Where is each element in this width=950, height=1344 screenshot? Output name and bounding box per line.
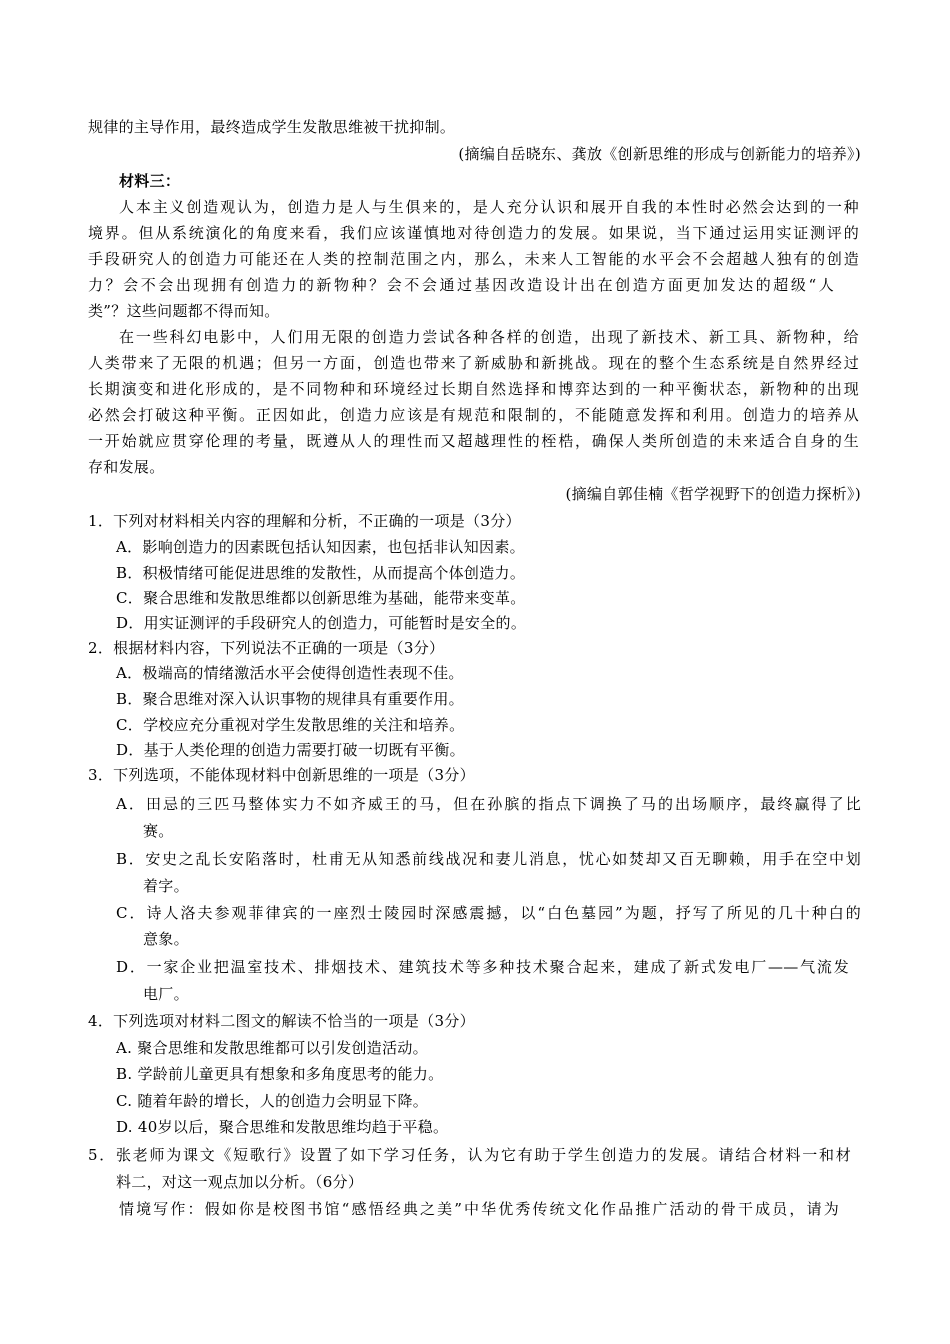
paragraph-line: 一开始就应贯穿伦理的考量，既遵从人的理性而又超越理性的桎梏，确保人类所创造的未来适合自身的生: [88, 432, 859, 450]
paragraph-line: 境界。但从系统演化的角度来看，我们应该谨慎地对待创造力的发展。如果说，当下通过运用实证测评的: [88, 224, 859, 242]
question-4-option-d: D. 40岁以后，聚合思维和发散思维均趋于平稳。: [116, 1118, 449, 1136]
question-2-option-d: D．基于人类伦理的创造力需要打破一切既有平衡。: [116, 741, 465, 759]
question-4-option-a: A. 聚合思维和发散思维都可以引发创造活动。: [116, 1039, 428, 1057]
paragraph-line: 人本主义创造观认为，创造力是人与生俱来的，是人充分认识和展开自我的本性时必然会达到的一种: [119, 198, 859, 216]
question-1-option-c: C．聚合思维和发散思维都以创新思维为基础，能带来变革。: [116, 589, 526, 607]
question-1-option-b: B．积极情绪可能促进思维的发散性，从而提高个体创造力。: [116, 564, 526, 582]
paragraph-line: 类”？这些问题都不得而知。: [88, 302, 280, 320]
paragraph-line: 在一些科幻电影中，人们用无限的创造力尝试各种各样的创造，出现了新技术、新工具、新物种，给: [119, 328, 859, 346]
paragraph-line: 必然会打破这种平衡。正因如此，创造力应该是有规范和限制的，不能随意发挥和利用。创造力的培养从: [88, 406, 859, 424]
material3-heading: 材料三：: [119, 172, 181, 190]
question-1-stem: 1．下列对材料相关内容的理解和分析，不正确的一项是（3分）: [88, 512, 521, 530]
material2-source: (摘编自岳晓东、龚放《创新思维的形成与创新能力的培养》): [458, 145, 861, 163]
question-3-option-c-cont: 意象。: [143, 930, 189, 948]
question-4-stem: 4．下列选项对材料二图文的解读不恰当的一项是（3分）: [88, 1012, 475, 1030]
question-2-option-b: B．聚合思维对深入认识事物的规律具有重要作用。: [116, 690, 464, 708]
question-3-option-b: B．安史之乱长安陷落时，杜甫无从知悉前线战况和妻儿消息，忧心如焚却又百无聊赖，用手在空中划: [116, 850, 861, 868]
paragraph-line: 人类带来了无限的机遇；但另一方面，创造也带来了新威胁和新挑战。现在的整个生态系统是自然界经过: [88, 354, 859, 372]
question-4-option-c: C. 随着年龄的增长，人的创造力会明显下降。: [116, 1092, 429, 1110]
question-3-option-d-cont: 电厂。: [143, 985, 189, 1003]
question-3-option-a-cont: 赛。: [143, 822, 174, 840]
paragraph-line: 力？会不会出现拥有创造力的新物种？会不会通过基因改造设计出在创造方面更加发达的超级“人: [88, 276, 834, 294]
question-2-option-a: A．极端高的情绪激活水平会使得创造性表现不佳。: [116, 664, 464, 682]
question-5-stem-cont: 料二，对这一观点加以分析。（6分）: [116, 1173, 364, 1191]
question-3-stem: 3．下列选项，不能体现材料中创新思维的一项是（3分）: [88, 766, 475, 784]
question-2-option-c: C．学校应充分重视对学生发散思维的关注和培养。: [116, 716, 465, 734]
question-2-stem: 2．根据材料内容，下列说法不正确的一项是（3分）: [88, 639, 445, 657]
question-3-option-c: C．诗人洛夫参观菲律宾的一座烈士陵园时深感震撼，以“白色墓园”为题，抒写了所见的几十种白的: [116, 904, 861, 922]
question-3-option-d: D．一家企业把温室技术、排烟技术、建筑技术等多种技术聚合起来，建成了新式发电厂——气流发: [116, 958, 849, 976]
paragraph-line: 手段研究人的创造力可能还在人类的控制范围之内，那么，未来人工智能的水平会不会超越人独有的创造: [88, 250, 859, 268]
question-4-option-b: B. 学龄前儿童更具有想象和多角度思考的能力。: [116, 1065, 444, 1083]
material2-tail: 规律的主导作用，最终造成学生发散思维被干扰抑制。: [88, 118, 456, 136]
material3-source: (摘编自郭佳楠《哲学视野下的创造力探析》): [565, 485, 861, 503]
question-3-option-a: A．田忌的三匹马整体实力不如齐威王的马，但在孙膑的指点下调换了马的出场顺序，最终赢得了比: [116, 795, 861, 813]
question-5-stem: 5．张老师为课文《短歌行》设置了如下学习任务，认为它有助于学生创造力的发展。请结合材料一和材: [88, 1146, 851, 1164]
question-1-option-a: A．影响创造力的因素既包括认知因素，也包括非认知因素。: [116, 538, 525, 556]
paragraph-line: 长期演变和进化形成的，是不同物种和环境经过长期自然选择和博弈达到的一种平衡状态，新物种的出现: [88, 380, 859, 398]
question-1-option-d: D．用实证测评的手段研究人的创造力，可能暂时是安全的。: [116, 614, 527, 632]
paragraph-line: 存和发展。: [88, 458, 165, 476]
writing-prompt: 情境写作：假如你是校图书馆“感悟经典之美”中华优秀传统文化作品推广活动的骨干成员，请为: [119, 1200, 839, 1218]
question-3-option-b-cont: 着字。: [143, 877, 189, 895]
